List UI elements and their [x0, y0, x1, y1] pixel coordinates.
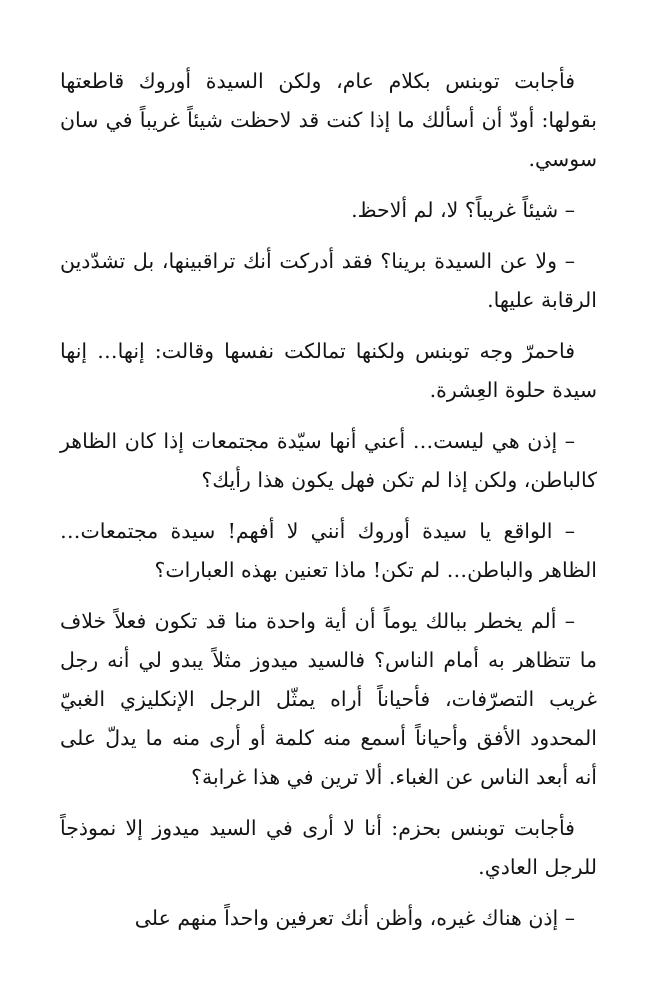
paragraph-5: – إذن هي ليست… أعني أنها سيّدة مجتمعات إذا كان الظاهر كالباطن، ولكن إذا لم تكن فهل يكون هذا رأيك؟ — [60, 429, 597, 492]
paragraph-9: – إذن هناك غيره، وأظن أنك تعرفين واحداً منهم على — [134, 906, 575, 930]
paragraph-6: – الواقع يا سيدة أوروك أنني لا أفهم! سيدة مجتمعات… الظاهر والباطن… لم تكن! ماذا تعنين بهذه العبارات؟ — [60, 519, 597, 582]
paragraph-7: – ألم يخطر ببالك يوماً أن أية واحدة منا قد تكون فعلاً خلاف ما تتظاهر به أمام الناس؟ فالسيد ميدوز مثلاً يبدو لي أنه رجل غريب التصرّفات، فأحياناً أراه يمثّل الرجل الإنكليزي الغبيّ المحدود الأفق وأحياناً أسمع منه كلمة أو أرى منه ما يدلّ على أنه أبعد الناس عن الغباء. ألا ترين في هذا غرابة؟ — [60, 609, 597, 789]
paragraph-2: – شيئاً غريباً؟ لا، لم ألاحظ. — [351, 198, 575, 222]
paragraph-4: فاحمرّ وجه توبنس ولكنها تمالكت نفسها وقالت: إنها… إنها سيدة حلوة العِشرة. — [60, 339, 597, 402]
paragraph-1: فأجابت توبنس بكلام عام، ولكن السيدة أوروك قاطعتها بقولها: أودّ أن أسألك ما إذا كنت قد لاحظت شيئاً غريباً في سان سوسي. — [60, 69, 597, 171]
paragraph-8: فأجابت توبنس بحزم: أنا لا أرى في السيد ميدوز إلا نموذجاً للرجل العادي. — [60, 816, 597, 879]
paragraph-3: – ولا عن السيدة برينا؟ فقد أدركت أنك تراقبينها، بل تشدّدين الرقابة عليها. — [60, 249, 597, 312]
